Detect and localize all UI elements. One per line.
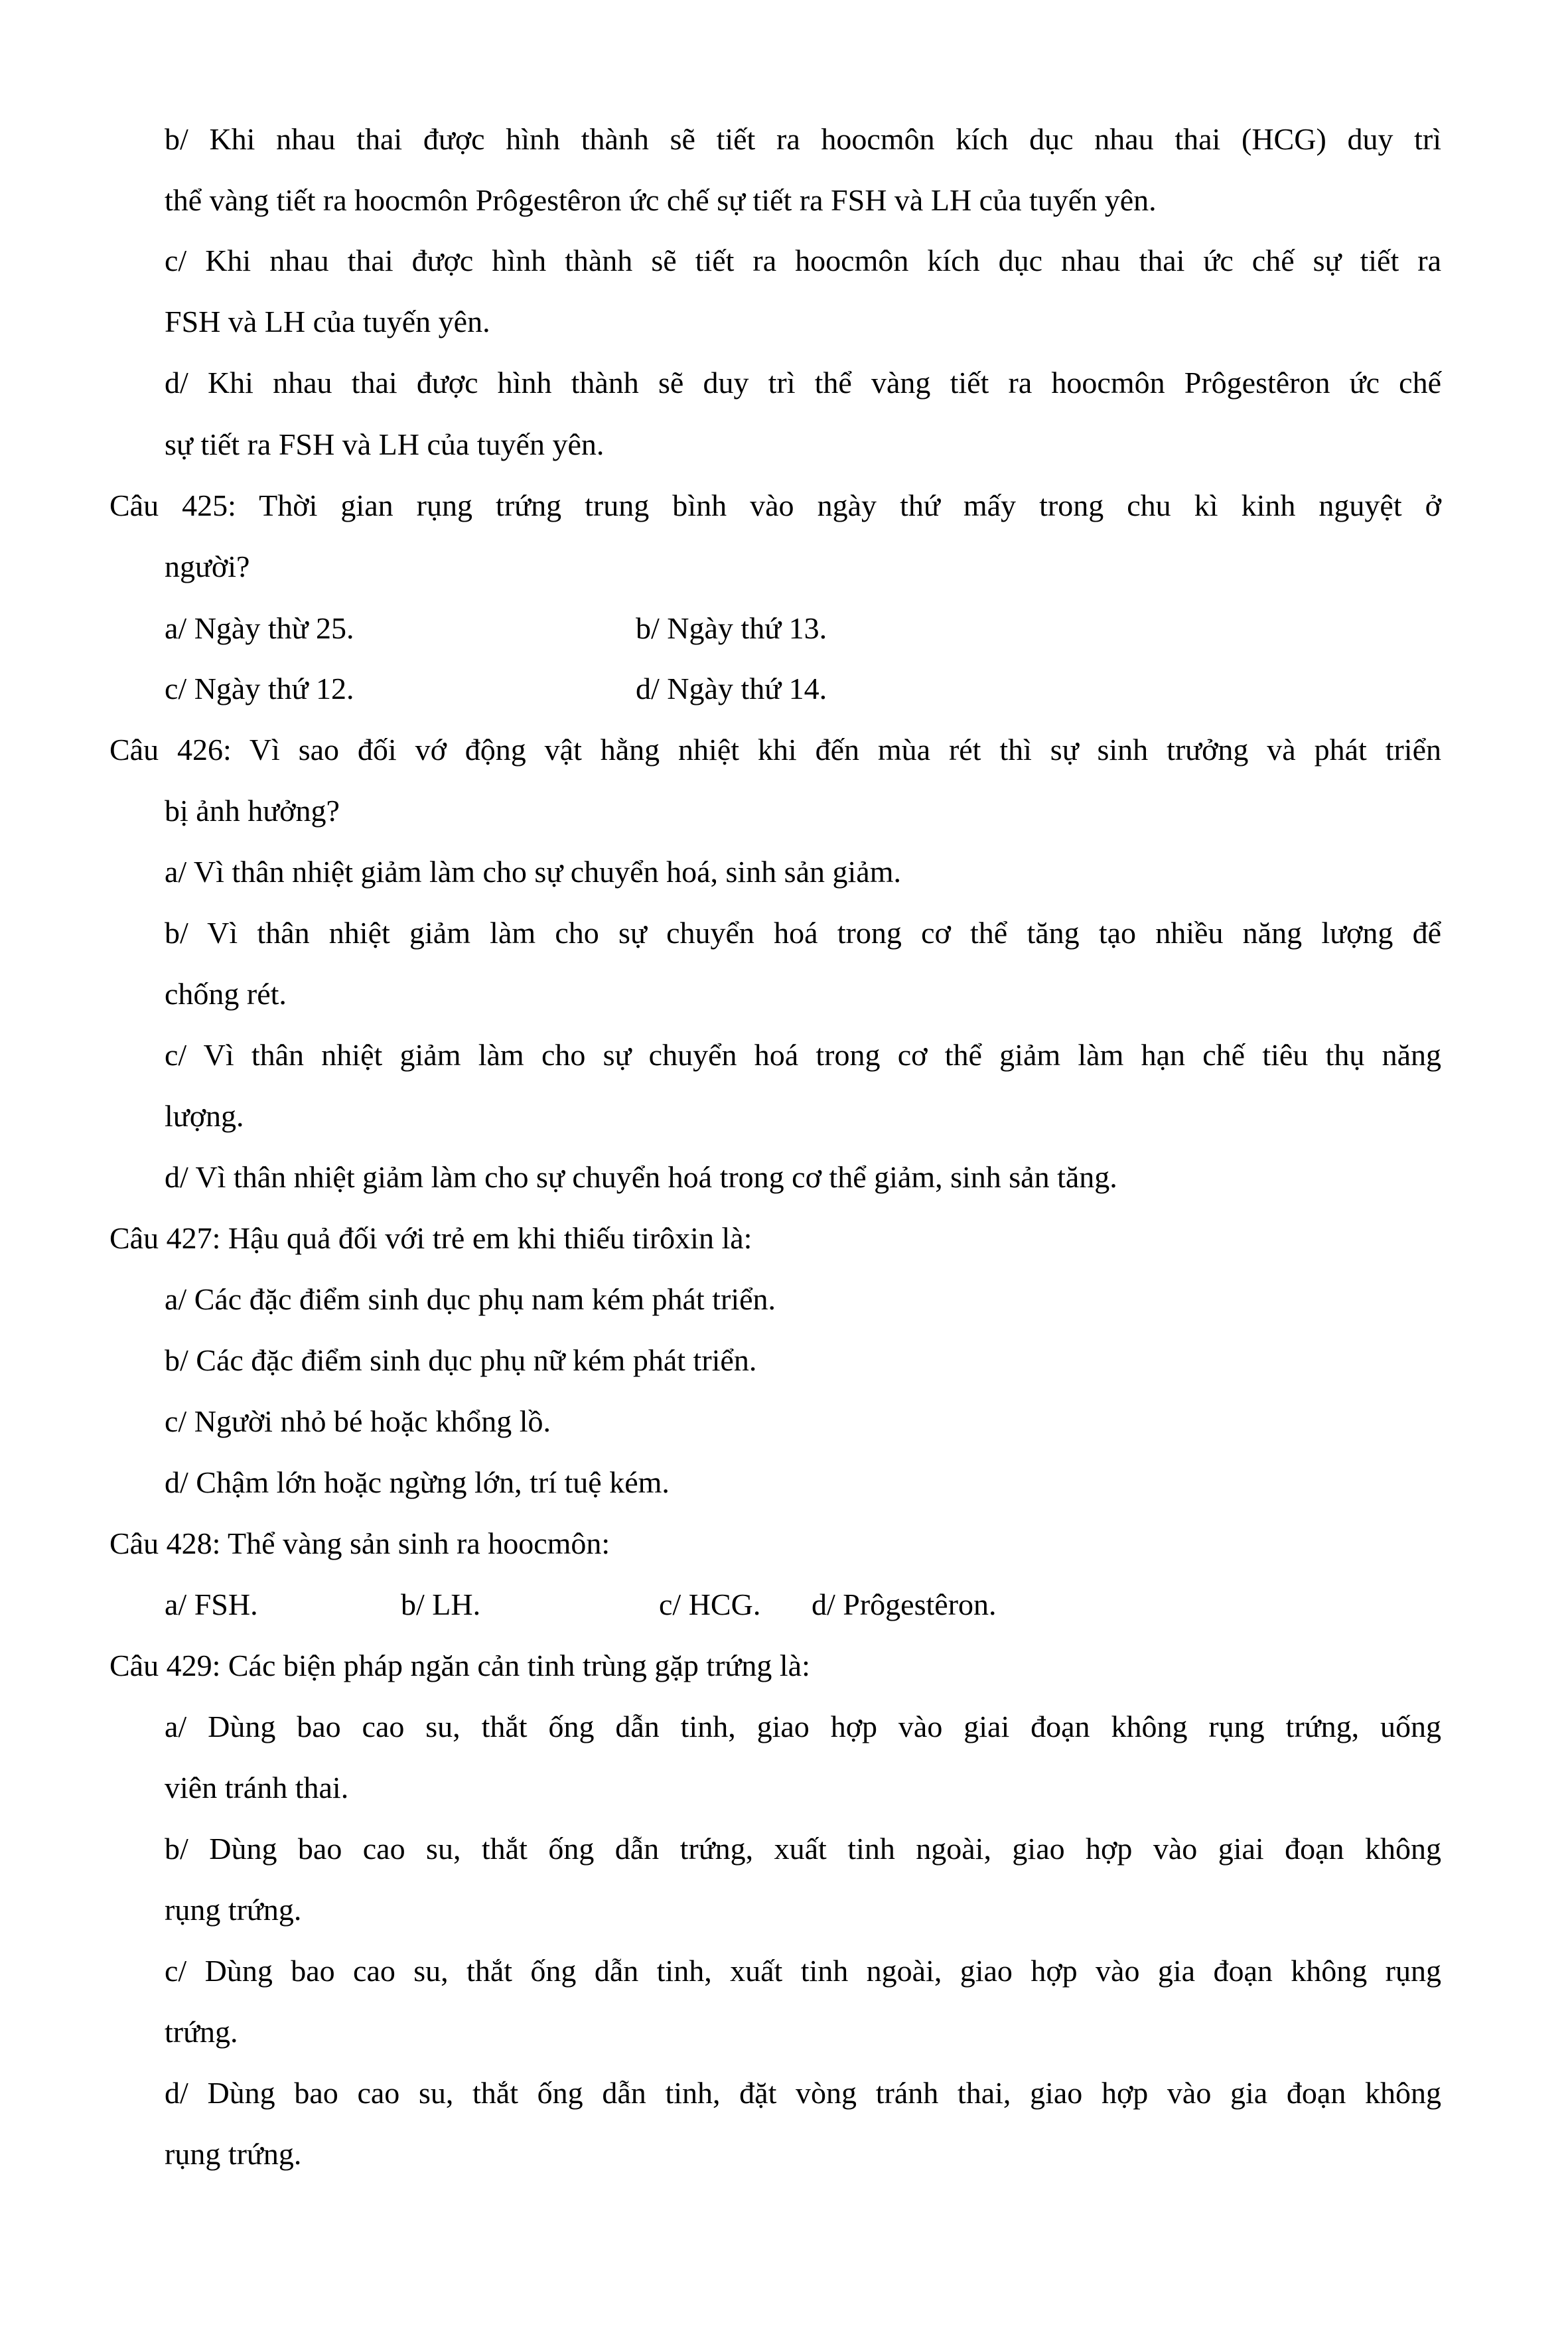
q428-option-c: c/ HCG.: [659, 1587, 761, 1621]
q427-option-a: a/ Các đặc điểm sinh dục phụ nam kém phát triển.: [165, 1282, 776, 1316]
q426-option-b-line2: chống rét.: [165, 977, 287, 1011]
q426-option-a: a/ Vì thân nhiệt giảm làm cho sự chuyển hoá, sinh sản giảm.: [165, 855, 901, 889]
q428-option-b: b/ LH.: [401, 1587, 481, 1621]
q424-option-b-line1: b/ Khi nhau thai được hình thành sẽ tiết ra hoocmôn kích dục nhau thai (HCG) duy trì: [165, 122, 1441, 156]
q429-option-c-line2: trứng.: [165, 2015, 238, 2049]
q425-option-c: c/ Ngày thứ 12.: [165, 672, 354, 705]
q429-question: Câu 429: Các biện pháp ngăn cản tinh trùng gặp trứng là:: [109, 1649, 810, 1682]
q427-question: Câu 427: Hậu quả đối với trẻ em khi thiếu tirôxin là:: [109, 1221, 752, 1255]
q427-option-c: c/ Người nhỏ bé hoặc khổng lồ.: [165, 1404, 551, 1438]
q426-option-b-line1: b/ Vì thân nhiệt giảm làm cho sự chuyển hoá trong cơ thể tăng tạo nhiều năng lượng để: [165, 916, 1441, 950]
q429-option-a-line2: viên tránh thai.: [165, 1771, 349, 1804]
q424-option-d-line2: sự tiết ra FSH và LH của tuyến yên.: [165, 427, 605, 461]
q424-option-b-line2: thể vàng tiết ra hoocmôn Prôgestêron ức chế sự tiết ra FSH và LH của tuyến yên.: [165, 183, 1157, 217]
q426-question-line1: Câu 426: Vì sao đối vớ động vật hằng nhiệt khi đến mùa rét thì sự sinh trưởng và phát triển: [109, 733, 1441, 767]
q429-option-d-line2: rụng trứng.: [165, 2137, 302, 2171]
q429-option-c-line1: c/ Dùng bao cao su, thắt ống dẫn tinh, xuất tinh ngoài, giao hợp vào gia đoạn không rụng: [165, 1954, 1441, 1988]
q429-option-a-line1: a/ Dùng bao cao su, thắt ống dẫn tinh, giao hợp vào giai đoạn không rụng trứng, uống: [165, 1710, 1441, 1743]
q426-option-d: d/ Vì thân nhiệt giảm làm cho sự chuyển hoá trong cơ thể giảm, sinh sản tăng.: [165, 1160, 1117, 1194]
q427-option-b: b/ Các đặc điểm sinh dục phụ nữ kém phát triển.: [165, 1343, 757, 1377]
q424-option-d-line1: d/ Khi nhau thai được hình thành sẽ duy trì thể vàng tiết ra hoocmôn Prôgestêron ức chế: [165, 366, 1441, 400]
q425-option-d: d/ Ngày thứ 14.: [636, 672, 827, 705]
q429-option-d-line1: d/ Dùng bao cao su, thắt ống dẫn tinh, đặt vòng tránh thai, giao hợp vào gia đoạn không: [165, 2076, 1441, 2110]
q424-option-c-line1: c/ Khi nhau thai được hình thành sẽ tiết ra hoocmôn kích dục nhau thai ức chế sự tiết ra: [165, 244, 1441, 277]
q428-option-a: a/ FSH.: [165, 1587, 258, 1621]
q424-option-c-line2: FSH và LH của tuyến yên.: [165, 305, 490, 338]
q428-question: Câu 428: Thể vàng sản sinh ra hoocmôn:: [109, 1526, 610, 1560]
q428-option-d: d/ Prôgestêron.: [812, 1587, 997, 1621]
q426-option-c-line2: lượng.: [165, 1099, 244, 1133]
q425-question-line1: Câu 425: Thời gian rụng trứng trung bình vào ngày thứ mấy trong chu kì kinh nguyệt ở: [109, 488, 1441, 522]
q425-option-a: a/ Ngày thừ 25.: [165, 611, 354, 645]
q427-option-d: d/ Chậm lớn hoặc ngừng lớn, trí tuệ kém.: [165, 1465, 670, 1499]
q426-option-c-line1: c/ Vì thân nhiệt giảm làm cho sự chuyển hoá trong cơ thể giảm làm hạn chế tiêu thụ năng: [165, 1038, 1441, 1072]
q425-option-b: b/ Ngày thứ 13.: [636, 611, 827, 645]
q426-question-line2: bị ảnh hưởng?: [165, 794, 340, 828]
q425-question-line2: người?: [165, 550, 250, 583]
q429-option-b-line1: b/ Dùng bao cao su, thắt ống dẫn trứng, xuất tinh ngoài, giao hợp vào giai đoạn không: [165, 1832, 1441, 1866]
q429-option-b-line2: rụng trứng.: [165, 1893, 302, 1927]
